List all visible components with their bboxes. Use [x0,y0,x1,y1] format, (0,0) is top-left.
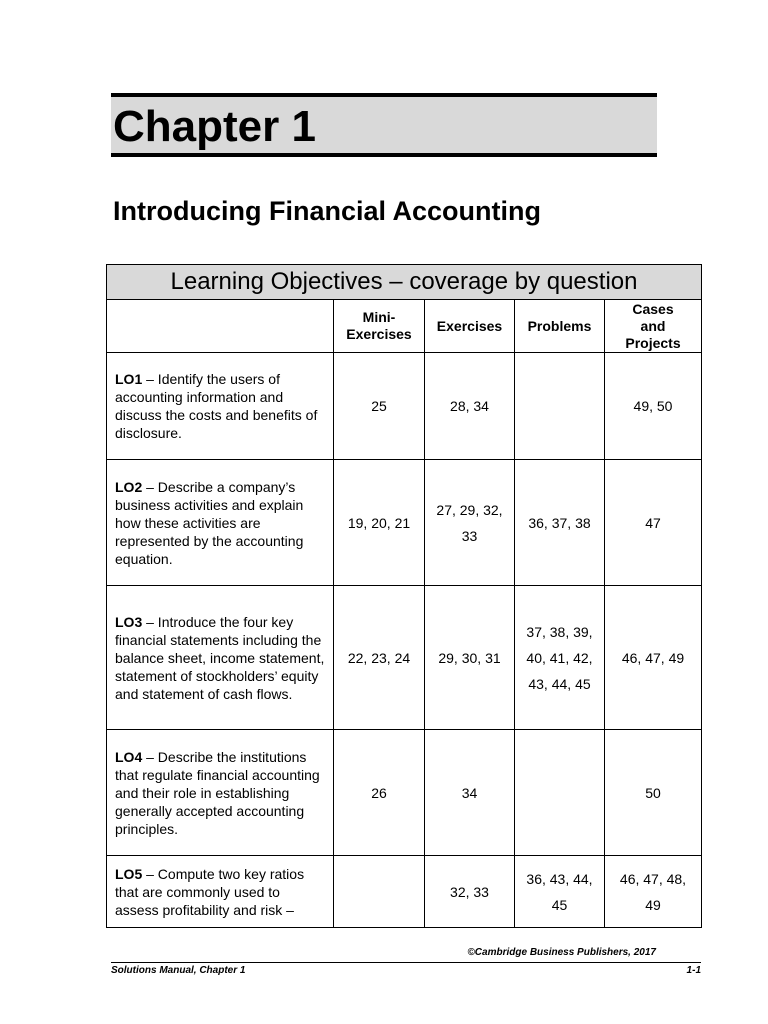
problems-cell [515,353,605,460]
header-blank [107,300,334,353]
objective-cell: LO3 – Introduce the four key financial statements including the balance sheet, income statement, statement of stockholders’ equity and statement of cash flows. [107,586,334,730]
exercises-cell: 29, 30, 31 [425,586,515,730]
exercises-cell: 27, 29, 32, 33 [425,460,515,586]
problems-cell: 37, 38, 39, 40, 41, 42, 43, 44, 45 [515,586,605,730]
problems-cell: 36, 37, 38 [515,460,605,586]
exercises-cell: 34 [425,730,515,856]
table-row [107,856,702,928]
header-exercises: Exercises [425,300,515,353]
objective-cell: LO4 – Describe the institutions that regulate financial accounting and their role in establishing generally accepted accounting principles. [107,730,334,856]
header-mini-exercises: Mini- Exercises [334,300,425,353]
table-row [107,730,702,856]
mini-exercises-cell: 19, 20, 21 [334,460,425,586]
mini-exercises-cell [334,856,425,928]
cases-cell: 49, 50 [605,353,702,460]
problems-cell: 36, 43, 44, 45 [515,856,605,928]
table-header-row [107,300,702,353]
objective-cell: LO5 – Compute two key ratios that are commonly used to assess profitability and risk – [107,856,334,928]
header-cases-projects: Cases and Projects [605,300,702,353]
table-row [107,460,702,586]
cases-cell: 46, 47, 49 [605,586,702,730]
footer-manual-title: Solutions Manual, Chapter 1 [111,965,246,976]
chapter-header-box [111,93,657,157]
footer-page-number: 1-1 [686,965,701,976]
chapter-title: Chapter 1 [113,102,316,151]
footer-divider [111,962,701,963]
cases-cell: 50 [605,730,702,856]
learning-objectives-table [106,264,702,928]
cases-cell: 46, 47, 48, 49 [605,856,702,928]
mini-exercises-cell: 26 [334,730,425,856]
cases-cell: 47 [605,460,702,586]
objective-cell: LO2 – Describe a company’s business activities and explain how these activities are represented by the accounting equation. [107,460,334,586]
table-row [107,353,702,460]
exercises-cell: 28, 34 [425,353,515,460]
header-problems: Problems [515,300,605,353]
chapter-subtitle: Introducing Financial Accounting [113,196,541,226]
mini-exercises-cell: 25 [334,353,425,460]
mini-exercises-cell: 22, 23, 24 [334,586,425,730]
problems-cell [515,730,605,856]
objective-cell: LO1 – Identify the users of accounting information and discuss the costs and benefits of disclosure. [107,353,334,460]
footer-copyright: ©Cambridge Business Publishers, 2017 [467,947,656,958]
table-caption: Learning Objectives – coverage by question [107,265,702,300]
exercises-cell: 32, 33 [425,856,515,928]
table-row [107,586,702,730]
